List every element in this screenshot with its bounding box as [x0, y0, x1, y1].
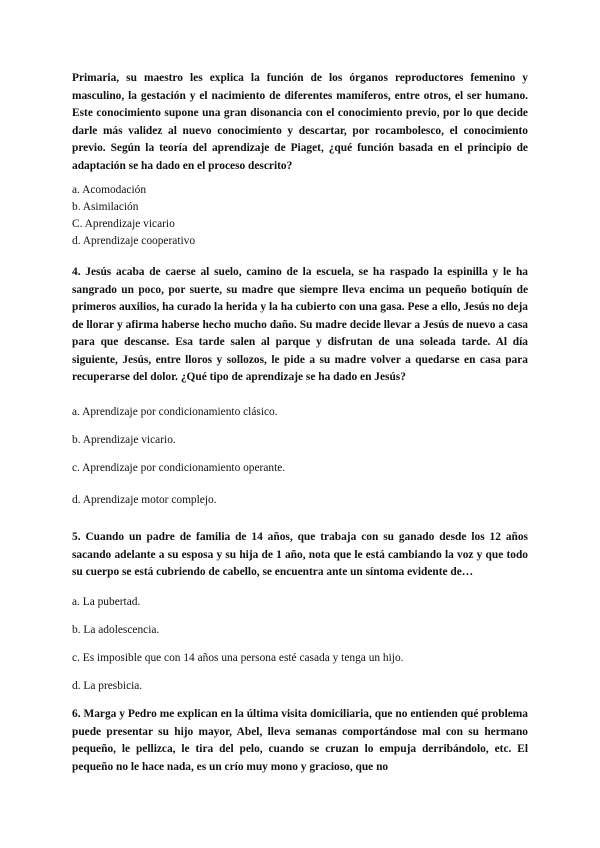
question-5-option-b: b. La adolescencia.	[72, 624, 160, 636]
question-5-option-a: a. La pubertad.	[72, 596, 141, 608]
question-6-stem: 6. Marga y Pedro me explican en la última visita domiciliaria, que no entienden qué problema puede presentar su hijo mayor, Abel, lleva semanas comportándose mal con su hermano pequeño, le pellizca, le tira del pelo, cuando se cruzan lo empuja derribándolo, etc. El pequeño no le hace nada, es un crío muy mono y gracioso, que no	[72, 708, 528, 773]
question-4-option-b: b. Aprendizaje vicario.	[72, 434, 176, 446]
question-3-option-d: d. Aprendizaje cooperativo	[72, 235, 196, 247]
question-4-option-a: a. Aprendizaje por condicionamiento clásico.	[72, 406, 278, 418]
question-3-option-c: C. Aprendizaje vicario	[72, 218, 175, 230]
question-3-option-a: a. Acomodación	[72, 184, 147, 196]
question-3-option-b: b. Asimilación	[72, 201, 139, 213]
question-5-option-d: d. La presbicia.	[72, 680, 143, 692]
question-5-option-c: c. Es imposible que con 14 años una persona esté casada y tenga un hijo.	[72, 652, 404, 664]
question-4-option-c: c. Aprendizaje por condicionamiento operante.	[72, 462, 286, 474]
question-4-option-d: d. Aprendizaje motor complejo.	[72, 494, 217, 506]
question-5-stem: 5. Cuando un padre de familia de 14 años, que trabaja con su ganado desde los 12 años sacando adelante a su esposa y su hija de 1 año, nota que le está cambiando la voz y que todo su cuerpo se está cubriendo de cabello, se encuentra ante un síntoma evidente de…	[72, 531, 528, 578]
question-4-stem: 4. Jesús acaba de caerse al suelo, camino de la escuela, se ha raspado la espinilla y le ha sangrado un poco, por suerte, su madre que siempre lleva encima un pequeño botiquín de primeros auxilios, ha curado la herida y la ha cubierto con una gasa. Pese a ello, Jesús no deja de llorar y afirma haberse hecho mucho daño. Su madre decide llevar a Jesús de nuevo a casa para que descanse. Esa tarde salen al parque y disfrutan de una soleada tarde. Al día siguiente, Jesús, entre lloros y sollozos, le pide a su madre volver a quedarse en casa para recuperarse del dolor. ¿Qué tipo de aprendizaje se ha dado en Jesús?	[72, 266, 528, 383]
question-3-stem: Primaria, su maestro les explica la función de los órganos reproductores femenino y masculino, la gestación y el nacimiento de diferentes mamíferos, entre otros, el ser humano. Este conocimiento supone una gran disonancia con el conocimiento previo, por lo que decide darle más validez al nuevo conocimiento y descartar, por rocambolesco, el conocimiento previo. Según la teoría del aprendizaje de Piaget, ¿qué función basada en el principio de adaptación se ha dado en el proceso descrito?	[72, 72, 528, 172]
